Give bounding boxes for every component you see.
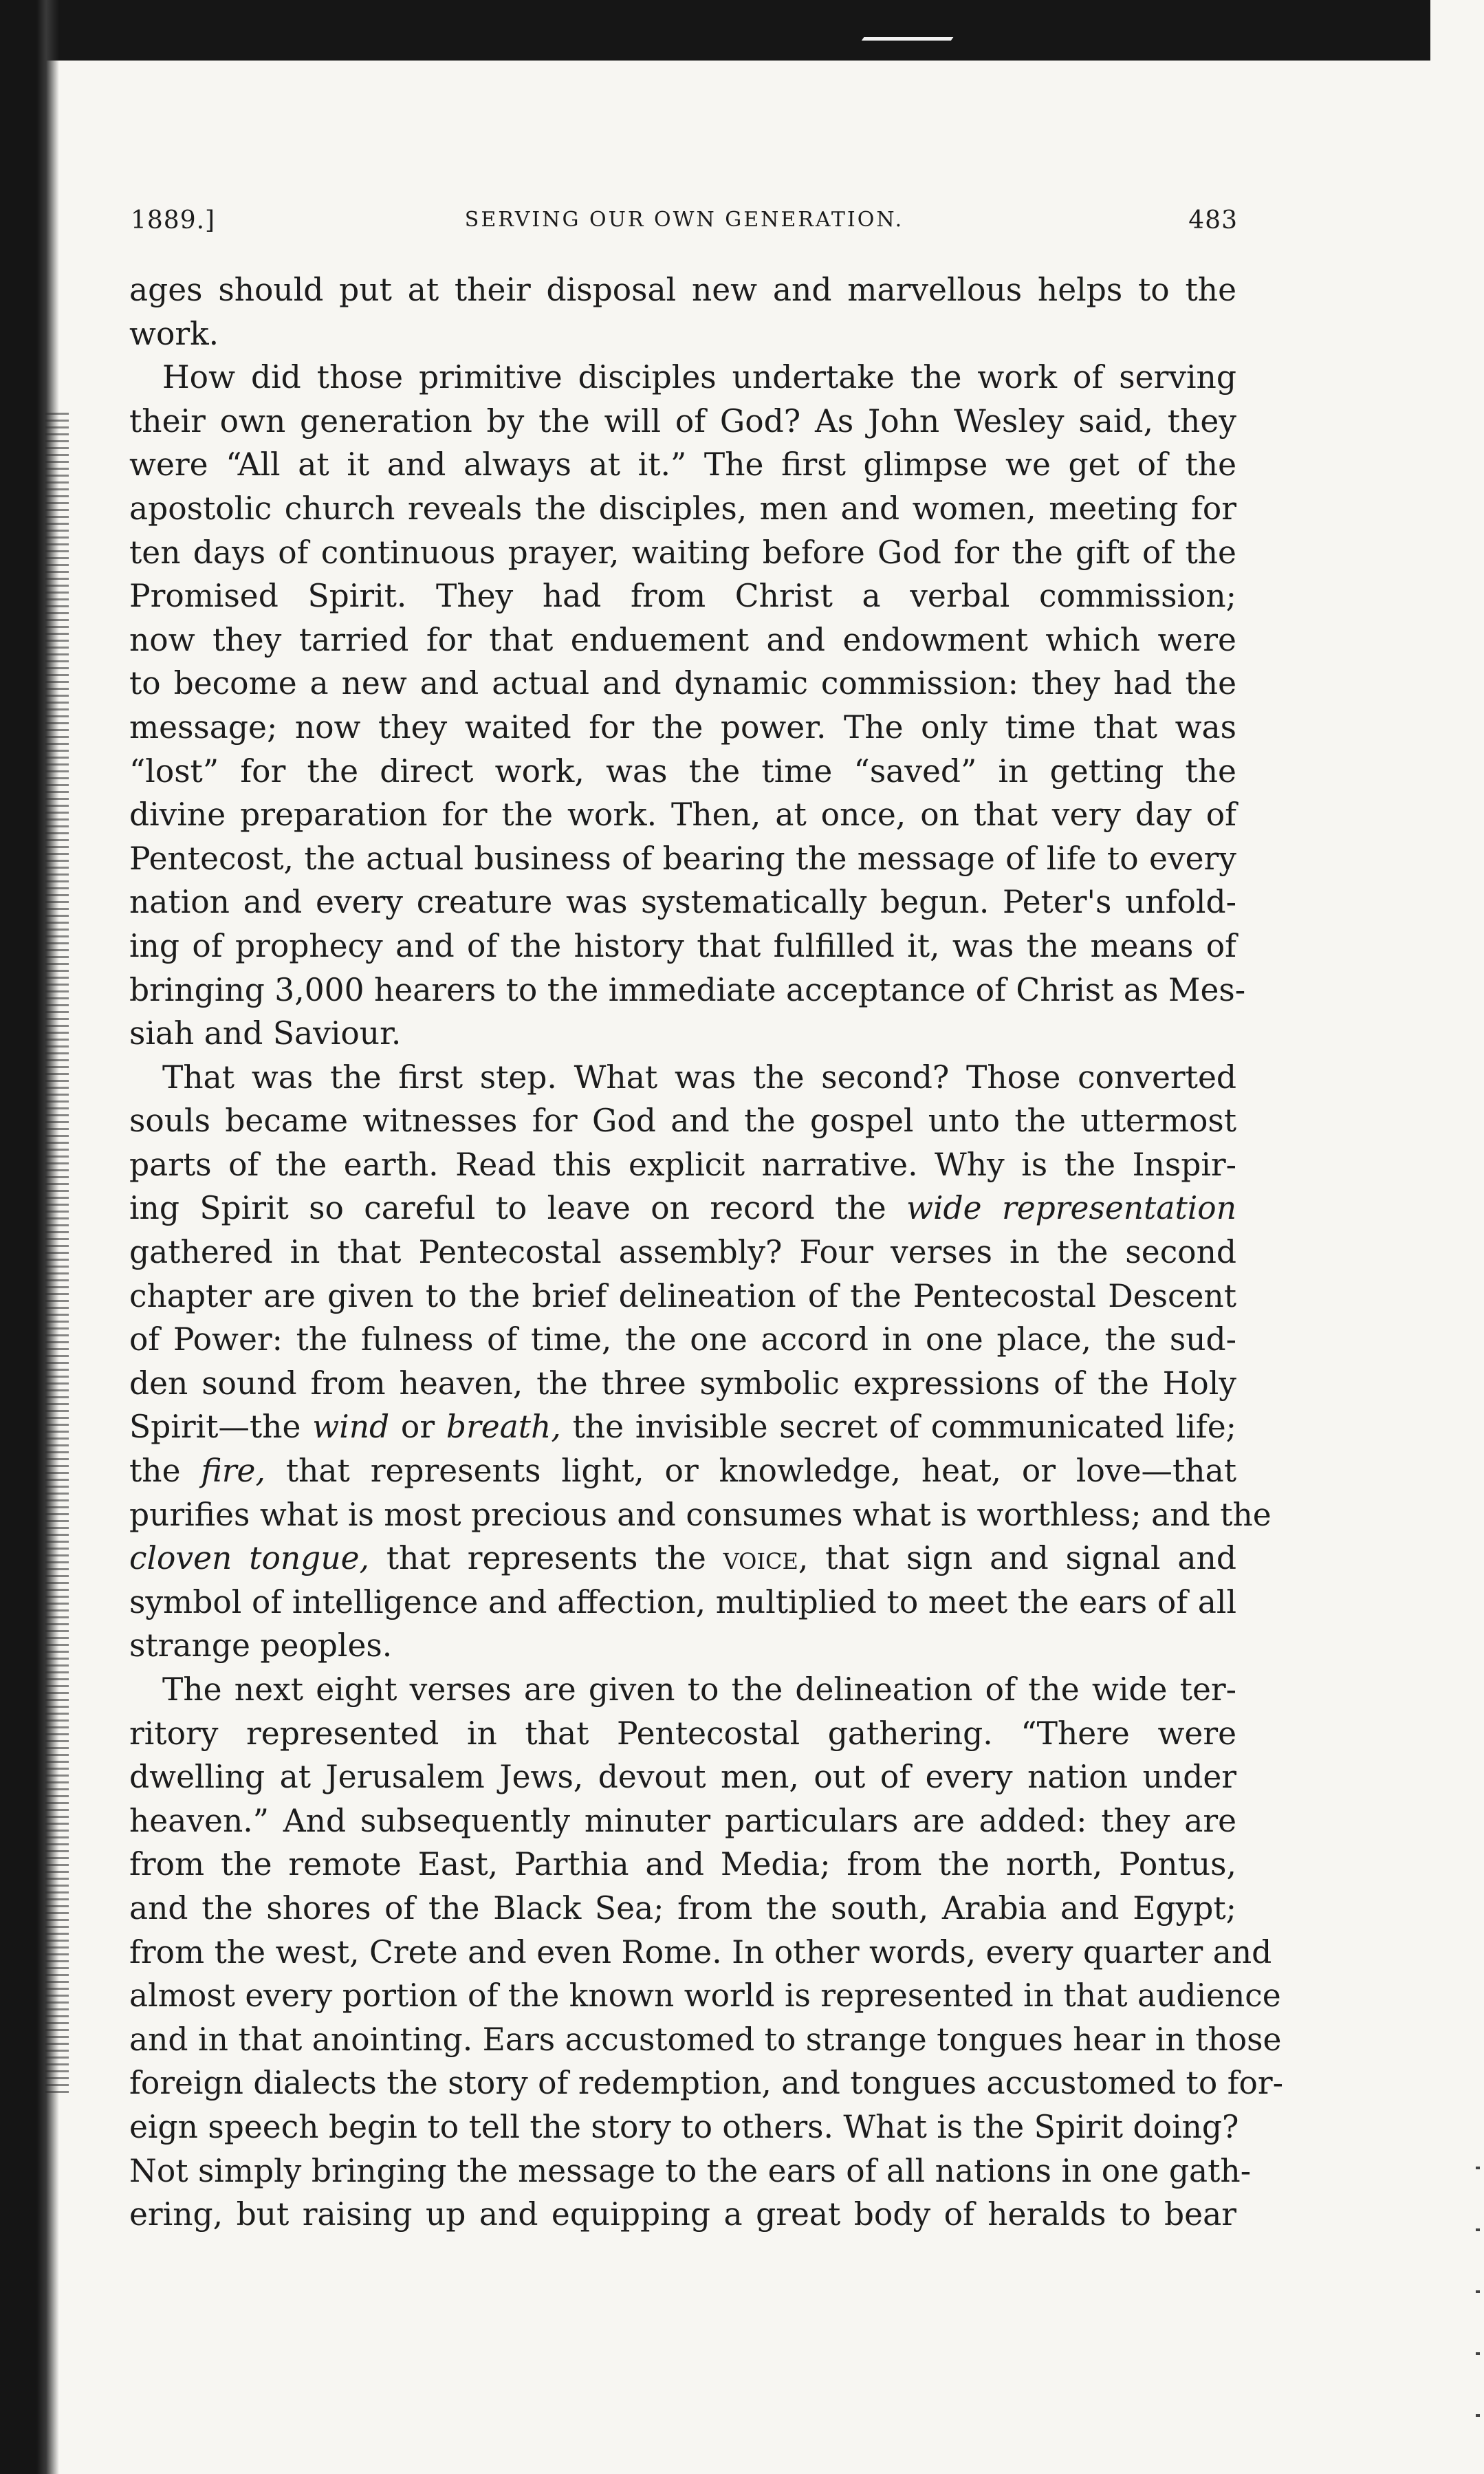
text-line: strange peoples. (129, 1627, 393, 1664)
text-line: “lost” for the direct work, was the time “saved” in getting the (129, 752, 1236, 790)
text-line: eign speech begin to tell the story to others. What is the Spirit doing? (129, 2108, 1239, 2145)
text-line: How did those primitive disciples undertake the work of serving (162, 359, 1236, 396)
scan-right-marks (1476, 2167, 1480, 2455)
text-line: bringing 3,000 hearers to the immediate acceptance of Christ as Mes- (129, 971, 1246, 1008)
text-line: chapter are given to the brief delineation of the Pentecostal Descent (129, 1277, 1236, 1314)
text-line: ages should put at their disposal new and marvellous helps to the (129, 272, 1236, 308)
text-line: message; now they waited for the power. The only time that was (129, 708, 1236, 746)
text-line: Not simply bringing the message to the ears of all nations in one gath- (129, 2152, 1252, 2189)
text-line: parts of the earth. Read this explicit narrative. Why is the Inspir- (129, 1146, 1236, 1183)
text-line: now they tarried for that enduement and endowment which were (129, 621, 1236, 658)
text-line: Spirit—the wind or breath, the invisible secret of communicated life; (129, 1409, 1236, 1446)
text-line: the fire, that represents light, or knowledge, heat, or love—that (129, 1453, 1236, 1490)
text-line: from the remote East, Parthia and Media; from the north, Pontus, (129, 1846, 1236, 1883)
text-line: ten days of continuous prayer, waiting before God for the gift of the (129, 534, 1236, 571)
text-line: divine preparation for the work. Then, at once, on that very day of (129, 796, 1236, 834)
text-line: apostolic church reveals the disciples, men and women, meeting for (129, 490, 1236, 527)
text-line: purifies what is most precious and consumes what is worthless; and the (129, 1496, 1272, 1533)
text-line: foreign dialects the story of redemption, and tongues accustomed to for- (129, 2065, 1284, 2102)
text-line: ritory represented in that Pentecostal gathering. “There were (129, 1715, 1236, 1752)
text-line: and the shores of the Black Sea; from the south, Arabia and Egypt; (129, 1889, 1236, 1927)
body-text (129, 268, 1284, 2237)
text-line: of Power: the fulness of time, the one accord in one place, the sud- (129, 1321, 1236, 1358)
text-line: siah and Saviour. (129, 1015, 402, 1052)
header-title: SERVING OUR OWN GENERATION. (464, 208, 904, 232)
text-line: heaven.” And subsequently minuter particulars are added: they are (129, 1802, 1236, 1839)
text-line: to become a new and actual and dynamic commission: they had the (129, 665, 1236, 702)
text-line: ing of prophecy and of the history that fulfilled it, was the means of (129, 927, 1236, 964)
text-line: symbol of intelligence and affection, multiplied to meet the ears of all (129, 1583, 1236, 1620)
text-line: nation and every creature was systematically begun. Peter's unfold- (129, 884, 1236, 921)
text-line: dwelling at Jerusalem Jews, devout men, out of every nation under (129, 1759, 1236, 1796)
text-line: den sound from heaven, the three symbolic expressions of the Holy (129, 1365, 1236, 1402)
scan-speckle (45, 413, 69, 2098)
text-line: were “All at it and always at it.” The first glimpse we get of the (129, 446, 1236, 484)
page-number: 483 (1188, 206, 1238, 235)
scan-top-border (0, 0, 1430, 61)
text-line: Pentecost, the actual business of bearing the message of life to every (129, 840, 1236, 877)
text-line: ering, but raising up and equipping a great body of heralds to bear (129, 2196, 1236, 2233)
text-line: gathered in that Pentecostal assembly? Four verses in the second (129, 1234, 1236, 1271)
running-head (131, 206, 1238, 248)
text-line: their own generation by the will of God? As John Wesley said, they (129, 402, 1236, 440)
text-line: The next eight verses are given to the delineation of the wide ter- (162, 1671, 1236, 1708)
text-line: almost every portion of the known world is represented in that audience (129, 1977, 1281, 2015)
text-line: That was the first step. What was the second? Those converted (162, 1059, 1236, 1096)
header-year: 1889.] (131, 206, 216, 235)
text-line: work. (129, 315, 219, 352)
text-line: souls became witnesses for God and the gospel unto the uttermost (129, 1103, 1236, 1140)
scan-artifact (862, 7, 974, 41)
text-line: Promised Spirit. They had from Christ a verbal commission; (129, 578, 1236, 615)
text-line: and in that anointing. Ears accustomed to strange tongues hear in those (129, 2021, 1282, 2058)
text-line: ing Spirit so careful to leave on record the wide representation (129, 1190, 1236, 1227)
text-line: from the west, Crete and even Rome. In other words, every quarter and (129, 1933, 1272, 1971)
text-line: cloven tongue, that represents the voice, that sign and signal and (129, 1540, 1236, 1577)
